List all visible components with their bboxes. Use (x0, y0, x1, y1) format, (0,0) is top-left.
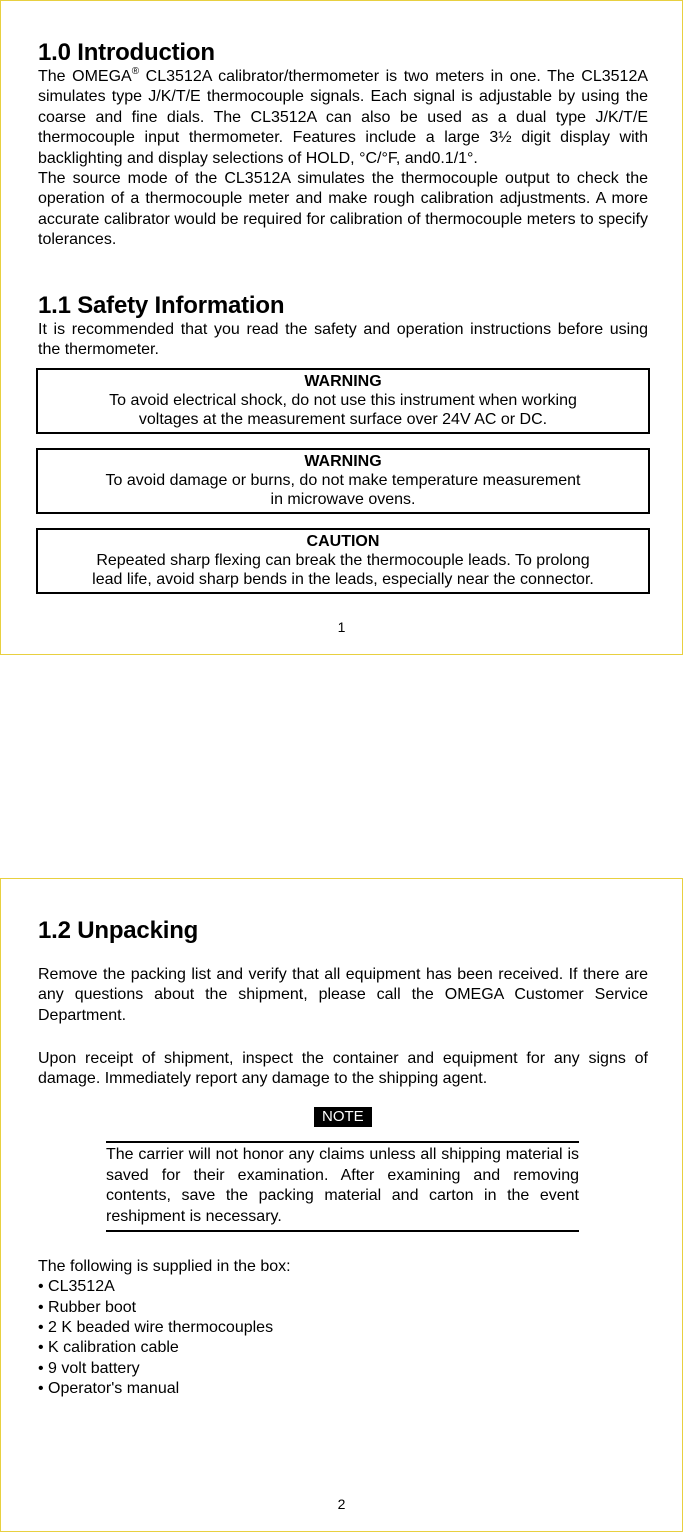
caution-title: CAUTION (306, 533, 380, 550)
registered-mark: ® (131, 66, 140, 77)
note-box (106, 1141, 579, 1232)
warning-title: WARNING (304, 373, 382, 390)
unpacking-body (38, 965, 648, 1026)
safety-section (38, 292, 648, 361)
page-number: 1 (337, 619, 346, 635)
caution-line: lead life, avoid sharp bends in the leads, especially near the connector. (92, 571, 594, 588)
warning-box-microwave (36, 448, 650, 514)
manual-page-1 (0, 0, 683, 655)
warning-line: To avoid electrical shock, do not use this instrument when working (109, 392, 577, 409)
list-item: • 9 volt battery (38, 1359, 648, 1379)
supplied-list (38, 1277, 648, 1399)
note-label: NOTE (314, 1107, 372, 1127)
manual-page-2 (0, 878, 683, 1532)
list-item: • K calibration cable (38, 1338, 648, 1358)
supplied-intro: The following is supplied in the box: (38, 1258, 291, 1275)
note-text: The carrier will not honor any claims unless all shipping material is saved for their examination. After examining and removing contents, save the packing material and carton in the event reshipment is necessary. (106, 1146, 579, 1225)
warning-line: in microwave ovens. (270, 491, 416, 508)
warning-line: To avoid damage or burns, do not make temperature measurement (105, 472, 581, 489)
safety-paragraph: It is recommended that you read the safety and operation instructions before using the thermometer. (38, 321, 648, 359)
list-item: • 2 K beaded wire thermocouples (38, 1318, 648, 1338)
list-item: • CL3512A (38, 1277, 648, 1297)
safety-heading: 1.1 Safety Information (38, 292, 285, 319)
warning-title: WARNING (304, 453, 382, 470)
warning-line: voltages at the measurement surface over 24V AC or DC. (138, 411, 548, 428)
page-number: 2 (337, 1496, 346, 1512)
introduction-paragraph-2: The source mode of the CL3512A simulates the thermocouple output to check the operation of a thermocouple meter and make rough calibration adjustments. A more accurate calibrator would be required for calibration of thermocouple meters to specify tolerances. (38, 170, 648, 249)
caution-line: Repeated sharp flexing can break the thermocouple leads. To prolong (96, 552, 590, 569)
introduction-heading: 1.0 Introduction (38, 39, 215, 66)
supplied-section (38, 1257, 648, 1399)
intro-text-rest: CL3512A calibrator/thermometer is two meters in one. The CL3512A simulates type J/K/T/E thermocouple signals. Each signal is adjustable by using the coarse and fine dials. The CL3512A can also be used as a dual type J/K/T/E thermocouple input thermometer. Features include a large 3½ digit display with backlighting and display selections of HOLD, °C/°F, and0.1/1°. (38, 68, 649, 167)
list-item: • Operator's manual (38, 1379, 648, 1399)
list-item: • Rubber boot (38, 1298, 648, 1318)
unpacking-section (38, 917, 648, 945)
introduction-paragraph-1 (38, 67, 648, 169)
unpacking-paragraph-1: Remove the packing list and verify that all equipment has been received. If there are any questions about the shipment, please call the OMEGA Customer Service Department. (38, 966, 648, 1024)
unpacking-paragraph-2: Upon receipt of shipment, inspect the container and equipment for any signs of damage. Immediately report any damage to the shipping agent. (38, 1050, 648, 1088)
warning-box-electrical (36, 368, 650, 434)
caution-box (36, 528, 650, 594)
intro-text-start: The OMEGA (38, 68, 132, 85)
unpacking-heading: 1.2 Unpacking (38, 917, 199, 944)
unpacking-body-2 (38, 1049, 648, 1090)
introduction-section (38, 39, 648, 251)
